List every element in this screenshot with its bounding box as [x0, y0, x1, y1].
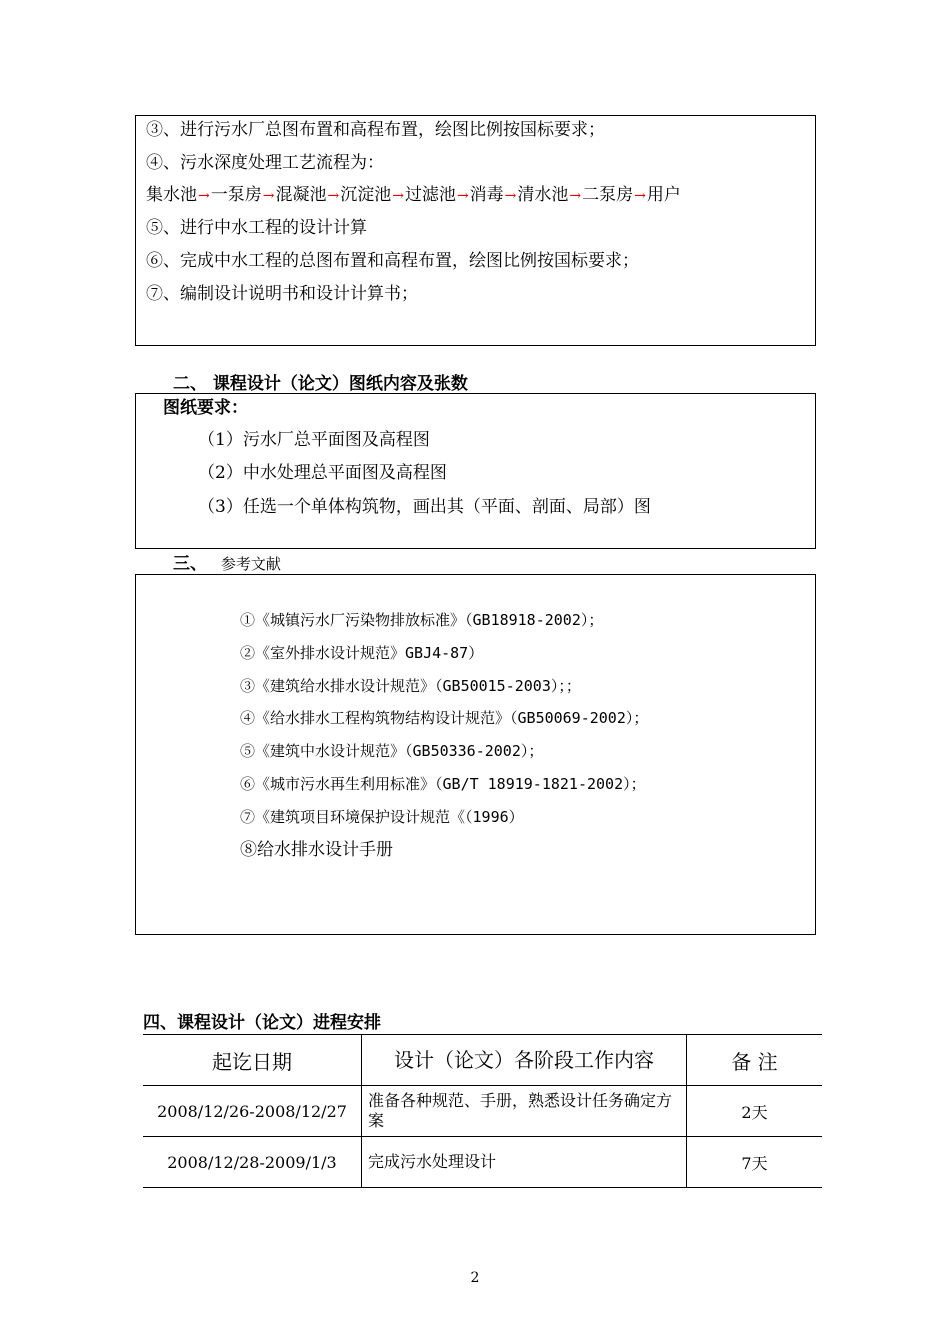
page-number: 2	[470, 1270, 480, 1286]
flow-arrow-icon: →	[198, 188, 210, 204]
flow-arrow-icon: →	[456, 188, 469, 204]
reference-item: ④《给水排水工程构筑物结构设计规范》（GB50069-2002）；	[240, 709, 649, 727]
flow-arrow-icon: →	[262, 188, 275, 204]
schedule-header-row	[143, 1035, 822, 1086]
reference-item: ①《城镇污水厂污染物排放标准》（GB18918-2002）；	[240, 611, 604, 629]
flow-step: 用户	[646, 185, 681, 205]
section4-heading: 四、课程设计（论文）进程安排	[143, 1013, 381, 1033]
drawing-item-3: （3）任选一个单体构筑物，画出其（平面、剖面、局部）图	[198, 497, 651, 517]
section1-item-4: ④、污水深度处理工艺流程为：	[146, 153, 384, 173]
flow-arrow-icon: →	[634, 188, 646, 204]
reference-item: ⑦《建筑项目环境保护设计规范《（1996）	[240, 808, 524, 826]
header-content: 设计（论文）各阶段工作内容	[362, 1035, 687, 1086]
section1-item-3: ③、进行污水厂总图布置和高程布置，绘图比例按国标要求；	[146, 120, 605, 140]
row-notes: 7天	[687, 1137, 823, 1188]
table-row	[143, 1137, 822, 1188]
header-dates: 起讫日期	[143, 1035, 362, 1086]
flow-step: 混凝池	[275, 185, 327, 205]
row-dates: 2008/12/26-2008/12/27	[143, 1086, 362, 1137]
drawing-item-2: （2）中水处理总平面图及高程图	[198, 463, 447, 483]
flow-step: 一泵房	[210, 185, 262, 205]
reference-item: ③《建筑给水排水设计规范》（GB50015-2003）；；	[240, 677, 581, 695]
row-content: 完成污水处理设计	[362, 1137, 687, 1188]
flow-step: 清水池	[517, 185, 569, 205]
row-content: 准备各种规范、手册，熟悉设计任务确定方案	[362, 1086, 687, 1137]
row-dates: 2008/12/28-2009/1/3	[143, 1137, 362, 1188]
table-row	[143, 1086, 822, 1137]
flow-arrow-icon: →	[569, 188, 582, 204]
section1-item-5: ⑤、进行中水工程的设计计算	[146, 218, 367, 238]
flow-step: 二泵房	[582, 185, 634, 205]
section2-subheading: 图纸要求：	[163, 398, 248, 418]
section1-item-7: ⑦、编制设计说明书和设计计算书；	[146, 284, 418, 304]
section1-item-6: ⑥、完成中水工程的总图布置和高程布置，绘图比例按国标要求；	[146, 251, 639, 271]
reference-item: ⑧给水排水设计手册	[240, 840, 393, 860]
flow-step: 消毒	[469, 185, 504, 205]
section3-heading-number: 三、	[173, 554, 207, 574]
flow-step: 过滤池	[404, 185, 456, 205]
header-notes: 备 注	[687, 1035, 823, 1086]
section2-heading: 二、 课程设计（论文）图纸内容及张数	[173, 374, 468, 394]
reference-item: ⑥《城市污水再生利用标准》（GB/T 18919-1821-2002）；	[240, 775, 646, 793]
schedule-table	[143, 1034, 822, 1188]
section3-heading	[173, 553, 281, 575]
reference-item: ②《室外排水设计规范》GBJ4-87）	[240, 644, 484, 662]
section3-heading-text: 参考文献	[220, 555, 281, 573]
reference-item: ⑤《建筑中水设计规范》（GB50336-2002）；	[240, 742, 544, 760]
drawing-item-1: （1）污水厂总平面图及高程图	[198, 430, 430, 450]
flow-arrow-icon: →	[504, 188, 517, 204]
flow-arrow-icon: →	[392, 188, 404, 204]
flow-step: 沉淀池	[340, 185, 392, 205]
row-notes: 2天	[687, 1086, 823, 1137]
flow-arrow-icon: →	[327, 188, 340, 204]
process-flow	[146, 184, 681, 207]
flow-step: 集水池	[146, 185, 197, 205]
